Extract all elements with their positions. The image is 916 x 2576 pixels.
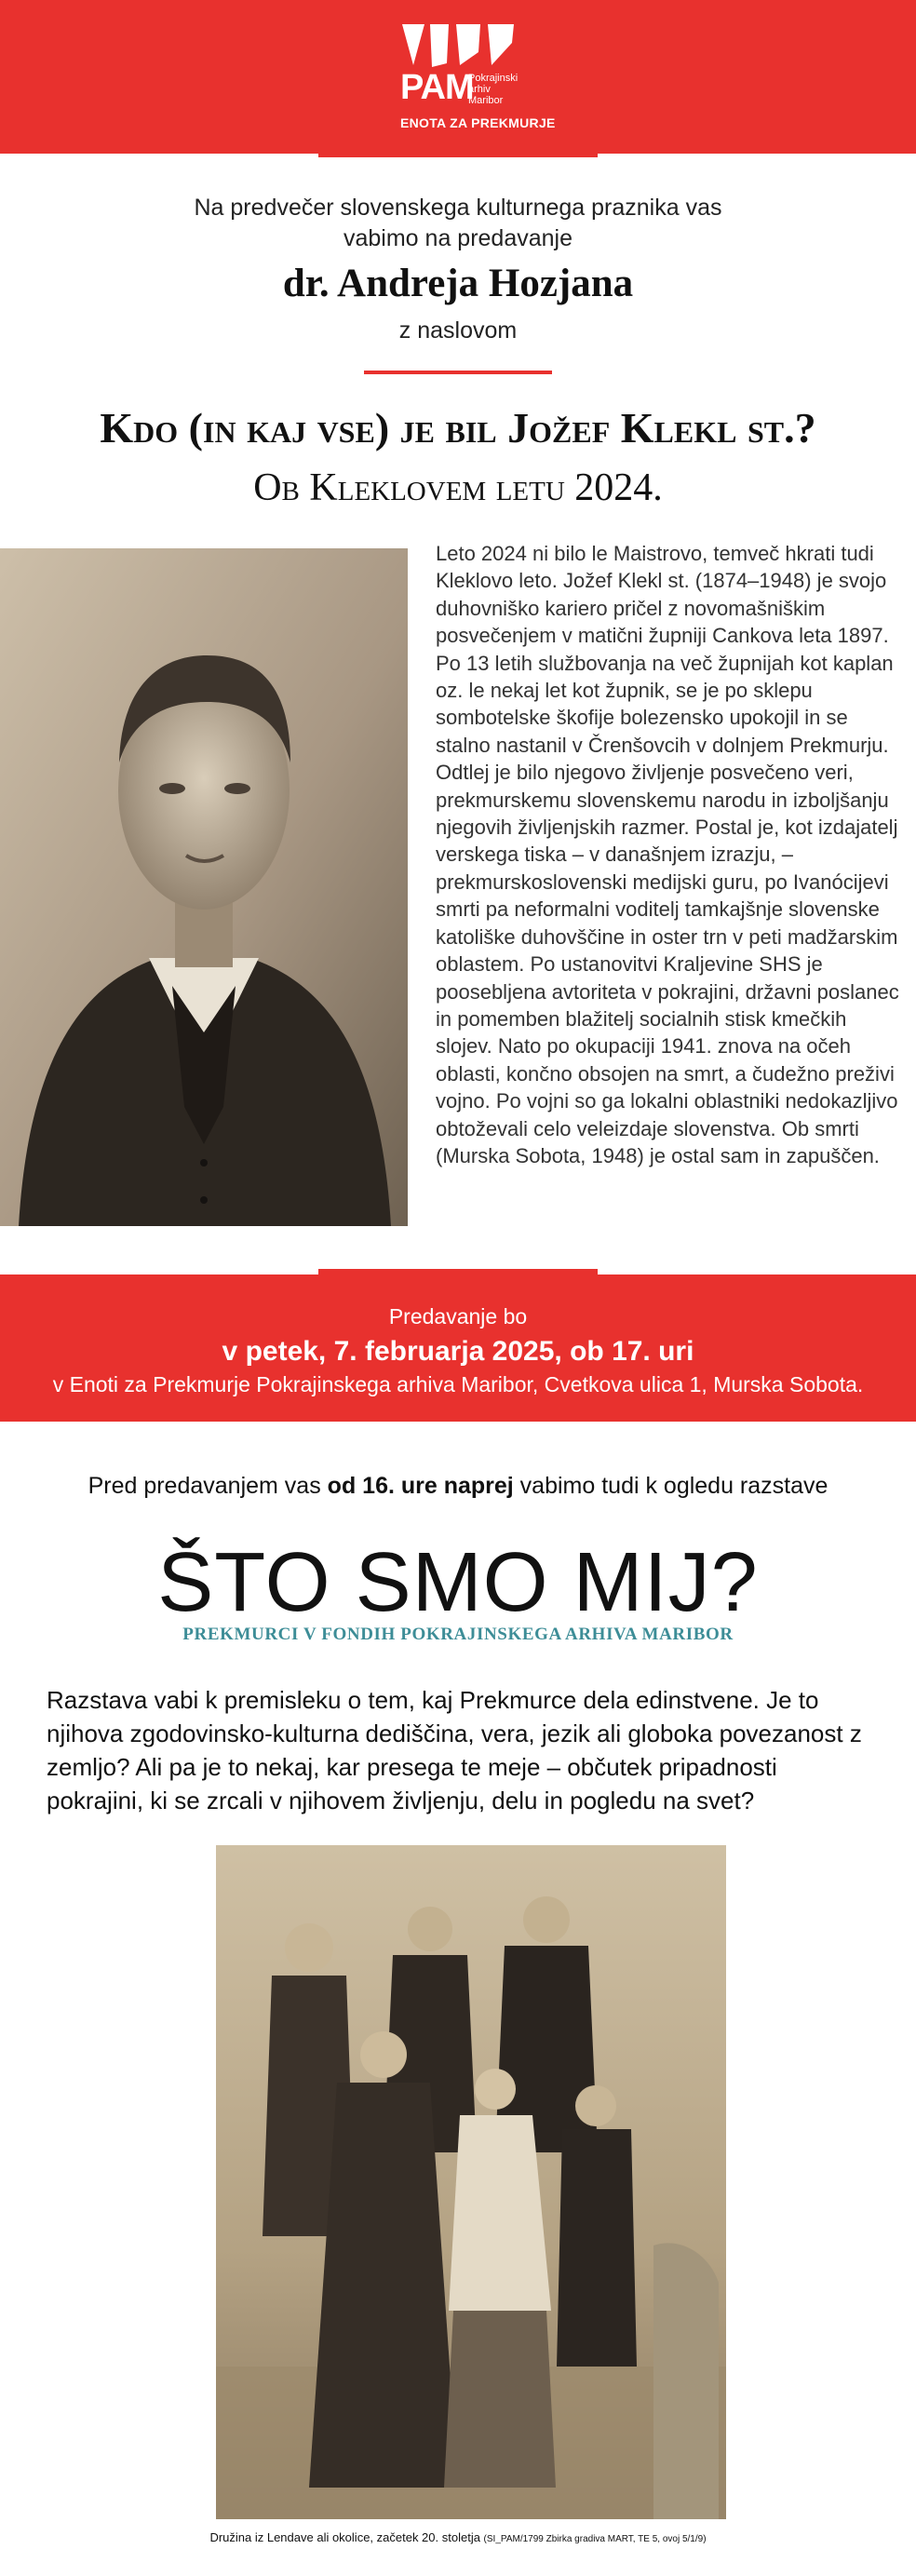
caption-source: (SI_PAM/1799 Zbirka gradiva MART, TE 5, ovoj 5/1/9) bbox=[483, 2534, 707, 2544]
lecture-title: Kdo (in kaj vse) je bil Jožef Klekl st.? bbox=[100, 404, 816, 452]
family-photo bbox=[216, 1845, 726, 2519]
intro-line-2: vabimo na predavanje bbox=[344, 225, 572, 251]
portrait-photo bbox=[0, 548, 408, 1226]
invitation-intro bbox=[0, 193, 916, 254]
header-tab-accent bbox=[318, 154, 598, 157]
red-divider bbox=[364, 371, 552, 374]
speaker-name: dr. Andreja Hozjana bbox=[282, 262, 634, 305]
event-date: v petek, 7. februarja 2025, ob 17. uri bbox=[222, 1336, 694, 1367]
logo-unit: ENOTA ZA PREKMURJE bbox=[400, 115, 556, 130]
with-title-label: z naslovom bbox=[398, 317, 518, 344]
invite-post: vabimo tudi k ogledu razstave bbox=[513, 1473, 828, 1499]
invite-time: od 16. ure naprej bbox=[327, 1473, 514, 1499]
exhibition-subtitle: PREKMURCI V FONDIH POKRAJINSKEGA ARHIVA MARIBOR bbox=[182, 1625, 734, 1644]
exhibition-title: ŠTO SMO MIJ? bbox=[157, 1536, 759, 1629]
biography-text: Leto 2024 ni bilo le Maistrovo, temveč hkrati tudi Kleklovo leto. Jožef Klekl st. (1874–1948) je svojo duhovniško kariero pričel z novomašniškim posvečenjem v matični župniji Cankova leta 1897. Po 13 letih službovanja na več župnijah kot kaplan oz. le nekaj let kot župnik, se je po sklepu sombotelske škofije bolezensko upokojil in se stalno nastanil v Črenšovcih v dolnjem Prekmurju. Odtlej je bilo njegovo življenje posvečeno veri, prekmurskemu slovenskemu narodu in izboljšanju njegovih življenjskih razmer. Postal je, kot izdajatelj verskega tiska – v današnjem izrazju, – prekmurskoslovenski medijski guru, po Ivanócijevi smrti pa neformalni voditelj tamkajšnje slovenske katoliške duhovščine in oster trn v peti madžarskim oblastem. Po ustanovitvi Kraljevine SHS je pooseblјena avtoriteta v pokrajini, državni poslanec in pomemben blažitelj socialnih stisk kmečkih slojev. Nato po okupaciji 1941. znova na očeh oblasti, končno obsojen na smrt, a čudežno preživi vojno. Po vojni so ga lokalni oblastniki nedokazljivo obtoževali celo veleizdaje slovenstva. Ob smrti (Murska Sobota, 1948) je ostal sam in zapuščen. bbox=[436, 542, 899, 1167]
invite-pre: Pred predavanjem vas bbox=[88, 1473, 328, 1499]
event-place: v Enoti za Prekmurje Pokrajinskega arhiva Maribor, Cvetkova ulica 1, Murska Sobota. bbox=[52, 1372, 864, 1396]
event-lead: Predavanje bo bbox=[388, 1304, 528, 1328]
archive-logo-icon bbox=[402, 24, 514, 67]
logo-subtitle: Pokrajinski arhiv Maribor bbox=[468, 73, 519, 106]
pam-logo[interactable] bbox=[400, 24, 556, 136]
logo-name: PAM bbox=[400, 68, 474, 107]
event-band bbox=[0, 1275, 916, 1422]
caption-main: Družina iz Lendave ali okolice, začetek 20. stoletja bbox=[209, 2530, 484, 2544]
exhibition-description: Razstava vabi k premisleku o tem, kaj Prekmurce dela edinstvene. Je to njihova zgodovinsko-kulturna dediščina, vera, jezik ali globoka povezanost z zemljo? Ali pa je to nekaj, kar presega te meje – občutek pripadnosti pokrajini, ki se zrcali v njihovem življenju, delu in pogledu na svet? bbox=[47, 1686, 862, 1814]
lecture-subtitle: Ob Kleklovem letu 2024. bbox=[253, 466, 663, 509]
photo-caption bbox=[0, 2530, 916, 2544]
header-band bbox=[0, 0, 916, 154]
exhibition-invite bbox=[0, 1473, 916, 1500]
intro-line-1: Na predvečer slovenskega kulturnega praznika vas bbox=[194, 195, 722, 221]
